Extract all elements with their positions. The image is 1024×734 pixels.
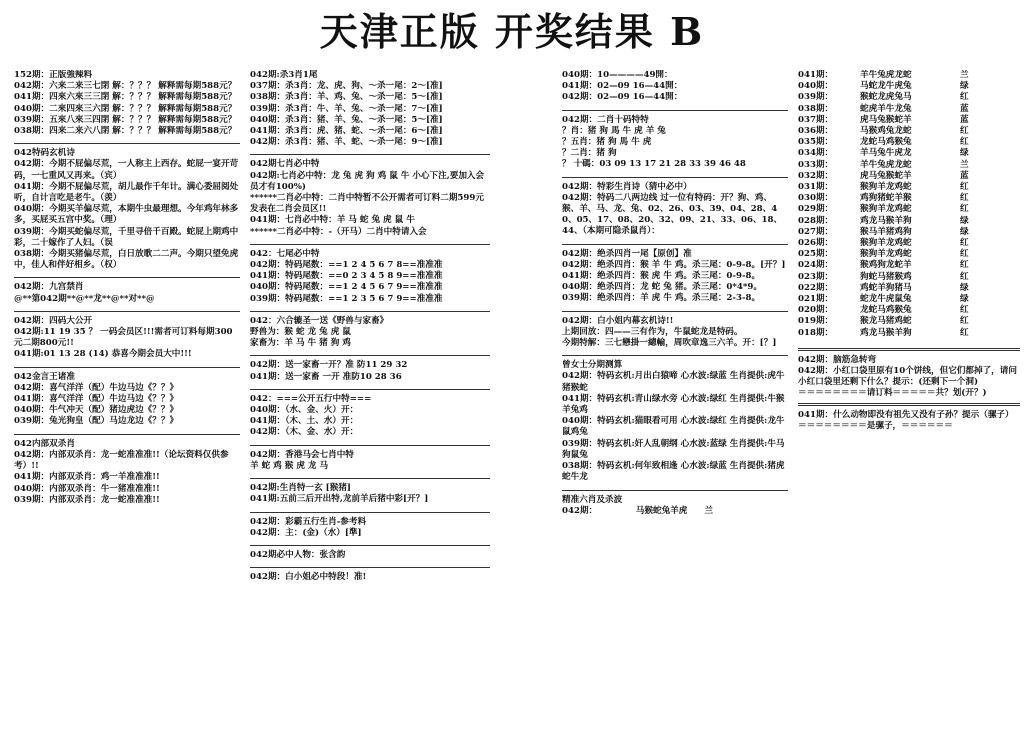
zodiac-animals: 猴马羊猪鸡狗 [860, 226, 912, 237]
page-title: 天津正版 开奖结果 B [319, 9, 705, 54]
section [562, 70, 788, 104]
wave-color: 兰 [960, 159, 969, 170]
divider [562, 311, 788, 312]
text-line: 040期：牛气冲天（配）猪边虎边《？？》 [14, 405, 179, 416]
wave-color: 红 [960, 204, 969, 215]
text-line: 042期：小红口袋里原有10个饼线，但它们都掉了，请问小红口袋里还剩下什么？提示：(还剩下一个洞) [798, 366, 1017, 388]
wave-color: 红 [960, 260, 969, 271]
section [250, 394, 490, 439]
zodiac-table [798, 70, 1020, 339]
text-line: 039期：今期买蛇偏尽荒，千里寻倍千百殿。蛇屁上期鸡中彩，二十嫁作了人妇。（误 [14, 226, 239, 248]
wave-color: 绿 [960, 148, 969, 159]
zodiac-row [798, 238, 1020, 249]
section [14, 148, 240, 271]
zodiac-animals: 猴狗羊龙鸡蛇 [860, 182, 912, 193]
column-4 [798, 70, 1020, 730]
section [14, 70, 240, 137]
divider [250, 445, 490, 446]
zodiac-row [798, 92, 1020, 103]
text-line: ＝＝＝＝＝＝＝＝请订料＝＝＝＝＝共？划(开？) [798, 388, 987, 399]
zodiac-animals: 猴龙马猪鸡蛇 [860, 316, 912, 327]
period-label: 040期： [798, 81, 834, 92]
zodiac-row [798, 70, 1020, 81]
divider [14, 367, 240, 368]
period-label: 029期： [798, 204, 834, 215]
zodiac-row [798, 294, 1020, 305]
divider [250, 311, 490, 312]
text-line: ＝＝＝＝＝＝＝＝是骡子，＝＝＝＝＝＝ [798, 420, 953, 431]
divider [250, 545, 490, 546]
text-line: ******二肖必中特：二肖中特暂不公开需者可订料二期599元发表在二肖会员区!! [250, 193, 484, 215]
text-line: 042期:11 19 35 ？ 一码会员区!!!需者可订料每期300元二期800元!! [14, 327, 233, 349]
period-label: 033期： [798, 159, 834, 170]
section-title: 042内部双杀肖 [14, 438, 75, 449]
text-line: 037期：杀3肖：龙、虎、狗、～杀一尾：2～[准] [250, 81, 443, 92]
zodiac-row [798, 148, 1020, 159]
zodiac-animals: 龙蛇马鸡猴兔 [860, 137, 912, 148]
text-line: ？肖：猪 狗 馬 牛 虎 羊 兔 [562, 125, 666, 136]
period-label: 023期： [798, 271, 834, 282]
zodiac-animals: 猴狗羊龙鸡蛇 [860, 204, 912, 215]
zodiac-animals: 猴狗羊龙鸡蛇 [860, 249, 912, 260]
zodiac-animals: 狗蛇马猪猴鸡 [860, 271, 912, 282]
period-label: 022期： [798, 282, 834, 293]
section [562, 360, 788, 483]
text-line: 040期：今期买羊偏尽荒，本期牛虫最理想。今年鸡年林多多，买屁买五宫中奖。（理） [14, 204, 239, 226]
text-line: 042期：特码玄机:月出白猿啼 心水波:绿蓝 生肖提供:虎牛猪猴蛇 [562, 371, 785, 393]
text-line: 040期：特码玄机:猫眼看可用 心水波:绿红 生肖提供:龙牛鼠鸡兔 [562, 416, 785, 438]
period-label: 019期： [798, 316, 834, 327]
section-title: 042：六合辘圣一送《野兽与家畜》 [250, 315, 389, 326]
zodiac-animals: 猴鸡狗龙蛇羊 [860, 260, 912, 271]
text-line: 041期：内部双杀肖：鸡一羊准准准!! [14, 472, 160, 483]
section-title: 042期：香港马会七肖中特 [250, 449, 354, 460]
divider [250, 244, 490, 245]
wave-color: 红 [960, 137, 969, 148]
text-line: 042期：主：(金)（水）[準] [250, 527, 362, 538]
section-title: 042期：脑筋急转弯 [798, 354, 877, 365]
text-line: 今期特解：三七戀掛一總輸，周吹章逸三六羊。开：[？] [562, 338, 777, 349]
text-line: 040期：绝杀四肖：龙 蛇 兔 猪。杀三尾：0*4*9。 [562, 282, 762, 293]
section [562, 249, 788, 305]
text-line: 042期：内部双杀肖：龙一蛇准准准!!（论坛资料仅供参考）!! [14, 449, 229, 472]
wave-color: 红 [960, 193, 969, 204]
zodiac-row [798, 316, 1020, 327]
wave-color: 红 [960, 92, 969, 103]
section [250, 70, 490, 148]
text-line: 040期：内部双杀肖：牛一猪准准准!! [14, 483, 160, 494]
wave-color: 红 [960, 271, 969, 282]
period-label: 018期： [798, 327, 834, 338]
text-line: 040期：杀3肖：猪、羊、兔、～杀一尾：5～[准] [250, 114, 443, 125]
text-line: 040期：特码尾数：==1 2 4 5 6 7 9==准准准 [250, 282, 443, 293]
section-title: 152期：正版強辣料 [14, 70, 93, 80]
text-line: 038期：杀3肖：羊、鸡、兔、～杀一尾：5～[准] [250, 92, 443, 103]
section-title: 精准六肖及杀波 [562, 494, 623, 505]
text-line: 042期:杀3肖1尾 [250, 70, 318, 80]
section [14, 439, 240, 506]
column-2 [250, 70, 490, 730]
text-line: 041期：喜气洋洋（配）牛边马边《？？》 [14, 394, 179, 405]
text-line: 042期：02—09 16—44開： [562, 92, 683, 103]
text-line: 042期：绝杀四肖：猴 羊 牛 鸡。杀三尾：0-9-8。[开？] [562, 259, 786, 270]
text-line: 家畜为：羊 马 牛 猪 狗 鸡 [250, 338, 351, 349]
text-line: 041期：02—09 16—44開： [562, 81, 683, 92]
zodiac-row [798, 204, 1020, 215]
divider [250, 154, 490, 155]
section-title: 042期：二肖十码特特 [562, 114, 649, 125]
text-line: 042期必中人物：张含韵 [250, 549, 346, 560]
section [14, 282, 240, 304]
column-3 [562, 70, 788, 730]
period-label: 021期： [798, 294, 834, 305]
divider [250, 567, 490, 568]
divider [14, 434, 240, 435]
text-line: 042期：特码二八两边线 过一位有特码：开？狗、鸡、猴、羊、马、龙、兔、02、26、03、39、04、28、40、05、17、08、20、32、09、21、33、06、18、44、（本期可隐杀鼠肖）： [562, 192, 783, 237]
wave-color: 绿 [960, 226, 969, 237]
text-line: 041期：特码玄机:青山绿水旁 心水波:绿红 生肖提供:牛猴羊兔鸡 [562, 393, 785, 416]
divider [562, 110, 788, 111]
text-line: 039期：兔光狗皇（配）马边龙边《？？》 [14, 416, 179, 427]
divider [250, 478, 490, 479]
text-line: ？ 十碼：03 09 13 17 21 28 33 39 46 48 [562, 159, 746, 170]
text-line: 040期：10————49開： [562, 70, 673, 80]
period-label: 036期： [798, 126, 834, 137]
section [562, 115, 788, 171]
text-line: 041期：（木、土、水）开： [250, 416, 359, 427]
text-line: 039期：五來八來三四閉 解：？？？ 解释需每期588元？ [14, 114, 237, 125]
zodiac-animals: 羊牛兔虎龙蛇 [860, 159, 912, 170]
divider [250, 389, 490, 390]
zodiac-row [798, 193, 1020, 204]
zodiac-row [798, 305, 1020, 316]
text-line: 038期：特码玄机:何年致相逢 心水波:绿蓝 生肖提供:猪虎蛇牛龙 [562, 461, 785, 483]
text-line: 042期:七肖必中特：龙 兔 虎 狗 鸡 鼠 牛 小心下注,要加入会员才有100%) [250, 170, 485, 192]
zodiac-row [798, 104, 1020, 115]
wave-color: 绿 [960, 294, 969, 305]
section [250, 550, 490, 561]
section [562, 182, 788, 238]
text-line: 038期：今期买猪偏尽荒，白日放歌二二声。今期只望免虎中，佳人和伴好相乡。（权） [14, 249, 239, 271]
zodiac-row [798, 137, 1020, 148]
divider [14, 311, 240, 312]
period-label: 024期： [798, 260, 834, 271]
column-1 [14, 70, 240, 730]
divider [562, 355, 788, 356]
wave-color: 蓝 [960, 114, 969, 125]
text-line: 042期：喜气洋洋（配）牛边马边《？？》 [14, 382, 179, 393]
zodiac-row [798, 272, 1020, 283]
riddle-section [798, 348, 1020, 432]
text-line: 042期:生肖特一玄 [猴猪] [250, 483, 351, 494]
period-label: 035期： [798, 137, 834, 148]
text-line: @**第042期**@**龙**@**对**@ [14, 293, 155, 304]
zodiac-row [798, 81, 1020, 92]
zodiac-animals: 羊马兔牛虎龙 [860, 148, 912, 159]
section [250, 572, 490, 583]
zodiac-animals: 蛇龙牛虎鼠兔 [860, 294, 912, 305]
text-line: 039期：内部双杀肖：龙一蛇准准准!! [14, 494, 160, 505]
divider [798, 403, 1020, 406]
zodiac-row [798, 283, 1020, 294]
period-label: 031期： [798, 182, 834, 193]
zodiac-animals: 龙蛇马鸡猴兔 [860, 305, 912, 316]
zodiac-row [798, 227, 1020, 238]
wave-color: 红 [960, 305, 969, 316]
divider [14, 143, 240, 144]
wave-color: 绿 [960, 282, 969, 293]
period-label: 032期： [798, 170, 834, 181]
section [562, 495, 788, 517]
wave-color: 绿 [960, 215, 969, 226]
wave-color: 绿 [960, 81, 969, 92]
zodiac-row [798, 160, 1020, 171]
divider [562, 490, 788, 491]
text-line: 041期：七肖必中特：羊 马 蛇 兔 虎 鼠 牛 [250, 215, 415, 226]
text-line: 042期：（木、金、水）开： [250, 427, 359, 438]
text-line: 041期：特码尾数：==0 2 3 4 5 8 9==准准准 [250, 271, 443, 282]
section-title: 042期：绝杀四肖一尾【原创】准 [562, 248, 692, 259]
text-line: 野兽为：猴 蛇 龙 兔 虎 鼠 [250, 327, 351, 338]
wave-color: 兰 [960, 70, 969, 80]
wave-color: 蓝 [960, 103, 969, 114]
section [250, 249, 490, 305]
section-title: 042期：白小姐内幕玄机诗!! [562, 315, 674, 326]
divider [14, 277, 240, 278]
section-title: 042特码玄机诗 [14, 148, 75, 159]
zodiac-animals: 蛇虎羊牛龙兔 [860, 103, 912, 114]
text-line: 041期：杀3肖：虎、猪、蛇、～杀一尾：6～[准] [250, 126, 443, 137]
zodiac-animals: 虎马兔猴蛇羊 [860, 170, 912, 181]
zodiac-animals: 鸡龙马猴羊狗 [860, 215, 912, 226]
text-line: 042期：送一家畜一开？准 防11 29 32 [250, 360, 408, 371]
zodiac-animals: 鸡龙马猴羊狗 [860, 327, 912, 338]
section [250, 450, 490, 472]
zodiac-animals: 猴狗羊龙鸡蛇 [860, 238, 912, 249]
text-line: 041期：今期不屁偏尽荒，胡儿最作千年计。满心委屈阅处听，自计言吃是老牛。（羡） [14, 181, 239, 204]
zodiac-row [798, 249, 1020, 260]
wave-color: 红 [960, 316, 969, 327]
wave-color: 红 [960, 327, 969, 338]
zodiac-animals: 羊牛兔虎龙蛇 [860, 70, 912, 80]
text-line: 041期:01 13 28 (14) 恭喜今期会员大中!!! [14, 349, 192, 360]
period-label: 037期： [798, 114, 834, 125]
text-line: 040期：二來四來三六閉 解：？？？ 解释需每期588元？ [14, 103, 237, 114]
section-title: 042期：九宫禁肖 [14, 282, 84, 293]
period-label: 025期： [798, 249, 834, 260]
period-label: 039期： [798, 92, 834, 103]
zodiac-animals: 马猴鸡兔龙蛇 [860, 126, 912, 137]
text-line: 042期：六来二来三七閉 解：？？？ 解释需每期588元？ [14, 81, 237, 92]
section [250, 517, 490, 539]
text-line: 040期：（水、金、火）开： [250, 405, 359, 416]
text-line: 042期： 马猴蛇兔羊虎 兰 [562, 505, 714, 516]
wave-color: 红 [960, 182, 969, 193]
divider [798, 348, 1020, 351]
text-line: 039期：特码尾数：==1 2 3 5 6 7 9==准准准 [250, 293, 443, 304]
divider [250, 512, 490, 513]
period-label: 028期： [798, 215, 834, 226]
zodiac-row [798, 115, 1020, 126]
text-line: ******二肖必中特：-（开马）二肖中特请入会 [250, 226, 427, 237]
text-line: 羊 蛇 鸡 猴 虎 龙 马 [250, 460, 329, 471]
zodiac-row [798, 216, 1020, 227]
text-line: 042期：今期不屁偏尽荒，一人称主上西存。蛇屁一宴开苛码，一七重风又再来。（宾） [14, 159, 239, 181]
section [562, 316, 788, 350]
text-line: ？二肖：猪 狗 [562, 148, 617, 159]
section-title: 042金言王诸准 [14, 371, 75, 382]
period-label: 027期： [798, 226, 834, 237]
period-label: 041期： [798, 70, 834, 80]
wave-color: 红 [960, 249, 969, 260]
section [250, 360, 490, 382]
text-line: 041期：什么动物即没有祖先又没有子孙？提示（骡子） [798, 409, 1014, 420]
zodiac-row [798, 328, 1020, 339]
period-label: 038期： [798, 103, 834, 114]
text-line: ？五肖：猪 狗 馬 牛 虎 [562, 137, 652, 148]
divider [250, 355, 490, 356]
section-title: 042期：四码大公开 [14, 315, 93, 326]
section-title: 042期七肖必中特 [250, 159, 320, 170]
zodiac-animals: 鸡蛇羊狗猪马 [860, 282, 912, 293]
zodiac-row [798, 171, 1020, 182]
zodiac-animals: 虎马兔猴蛇羊 [860, 114, 912, 125]
section [250, 159, 490, 237]
zodiac-row [798, 182, 1020, 193]
zodiac-animals: 猴蛇龙虎兔马 [860, 92, 912, 103]
wave-color: 蓝 [960, 170, 969, 181]
section-title: 042：七尾必中特 [250, 248, 320, 259]
text-line: 042期：特码尾数：==1 2 4 5 6 7 8==准准准 [250, 260, 443, 271]
zodiac-row [798, 260, 1020, 271]
section [14, 372, 240, 428]
zodiac-row [798, 126, 1020, 137]
section-title: 042：===公开五行中特=== [250, 393, 372, 404]
section-title: 曾女士分期测算 [562, 360, 623, 371]
text-line: 038期：四来二来六八閉 解：？？？ 解释需每期588元？ [14, 126, 237, 137]
wave-color: 红 [960, 238, 969, 249]
period-label: 026期： [798, 238, 834, 249]
period-label: 034期： [798, 148, 834, 159]
zodiac-animals: 马蛇龙牛虎兔 [860, 81, 912, 92]
text-line: 042期：彩霸五行生肖-参考料 [250, 516, 367, 527]
zodiac-animals: 鸡狗猪蛇羊猴 [860, 193, 912, 204]
text-line: 042期：白小姐必中特段！准! [250, 572, 367, 583]
section-title: 042期：特彩生肖诗（猜中必中） [562, 181, 692, 192]
wave-color: 红 [960, 126, 969, 137]
text-line: 041期:五前三后开出特,龙前羊后猪中彩[开？] [250, 494, 429, 505]
text-line: 042期：杀3肖：猪、羊、蛇、～杀一尾：9～[准] [250, 137, 443, 148]
divider [562, 244, 788, 245]
text-line: 039期：特码玄机:奸人乱朝纲 心水波:蓝绿 生肖提供:牛马狗鼠兔 [562, 438, 785, 460]
text-line: 041期：送一家畜 一开 准防10 28 36 [250, 371, 402, 382]
section [250, 316, 490, 350]
text-line: 041期：绝杀四肖：猴 虎 牛 鸡。杀三尾：0-9-8。 [562, 271, 761, 282]
text-line: 039期：绝杀四肖：羊 虎 牛 鸡。杀三尾：2-3-8。 [562, 293, 761, 304]
period-label: 020期： [798, 305, 834, 316]
text-line: 039期：杀3肖：牛、羊、兔、～杀一尾：7～[准] [250, 103, 443, 114]
text-line: 上期回放：四——三有作为，牛鼠蛇龙是特码。 [562, 326, 743, 337]
text-line: 041期：四來六來三三閉 解：？？？ 解释需每期588元？ [14, 92, 237, 103]
section [14, 316, 240, 361]
section [250, 483, 490, 505]
divider [562, 177, 788, 178]
period-label: 030期： [798, 193, 834, 204]
